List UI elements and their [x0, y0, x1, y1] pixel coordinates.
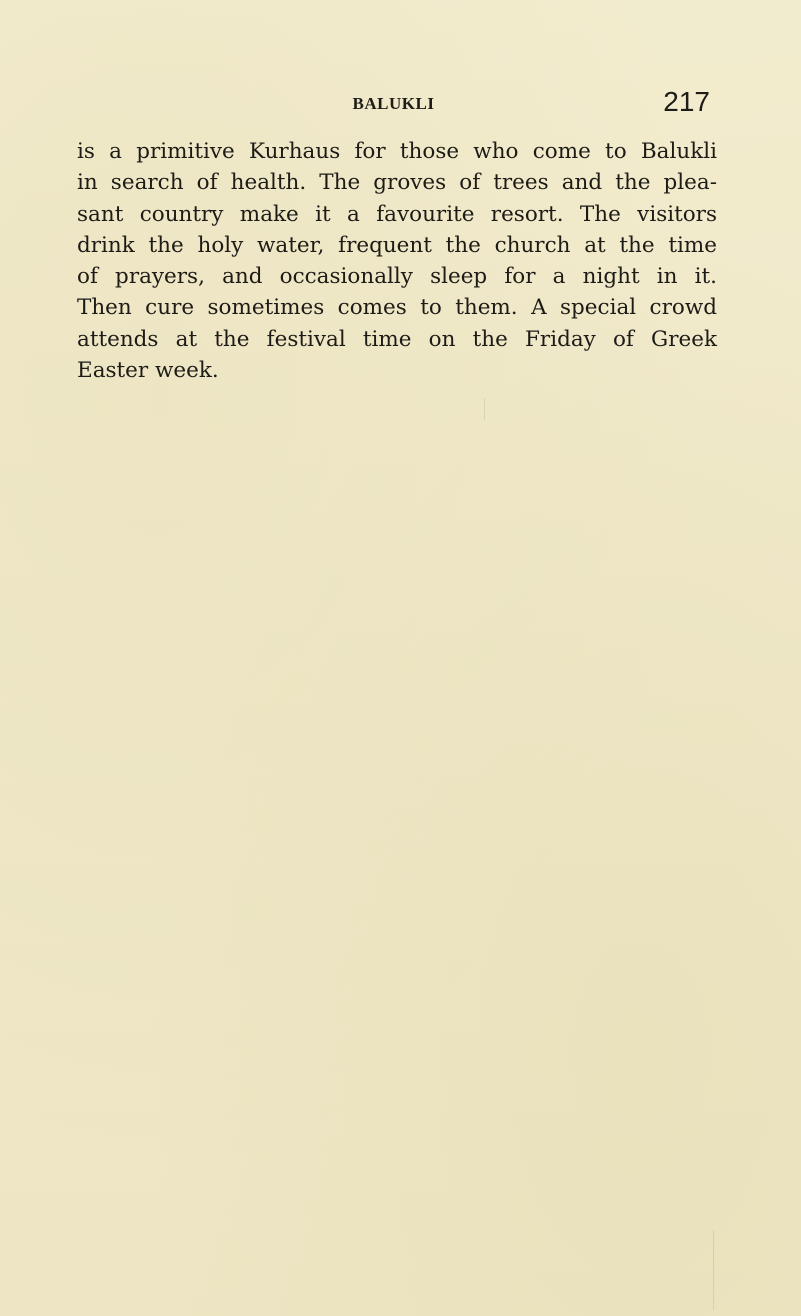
- text-line: Then cure sometimes comes to them. A special crowd: [77, 295, 717, 321]
- page-number: 217: [663, 86, 710, 117]
- body-paragraph: [77, 136, 717, 386]
- text-line: is a primitive Kurhaus for those who come to Balukli: [77, 139, 717, 164]
- scan-artifact: [713, 1230, 714, 1310]
- text-line: Easter week.: [77, 358, 219, 384]
- running-head: [77, 86, 710, 120]
- text-line: in search of health. The groves of trees and the plea-: [77, 170, 717, 196]
- scan-artifact: [484, 398, 485, 420]
- text-line: of prayers, and occasionally sleep for a night in it.: [77, 264, 717, 290]
- text-line: drink the holy water, frequent the church at the time: [77, 232, 717, 258]
- running-title: BALUKLI: [352, 94, 435, 113]
- text-line: sant country make it a favourite resort. The visitors: [77, 201, 717, 227]
- text-line: attends at the festival time on the Friday of Greek: [77, 326, 717, 352]
